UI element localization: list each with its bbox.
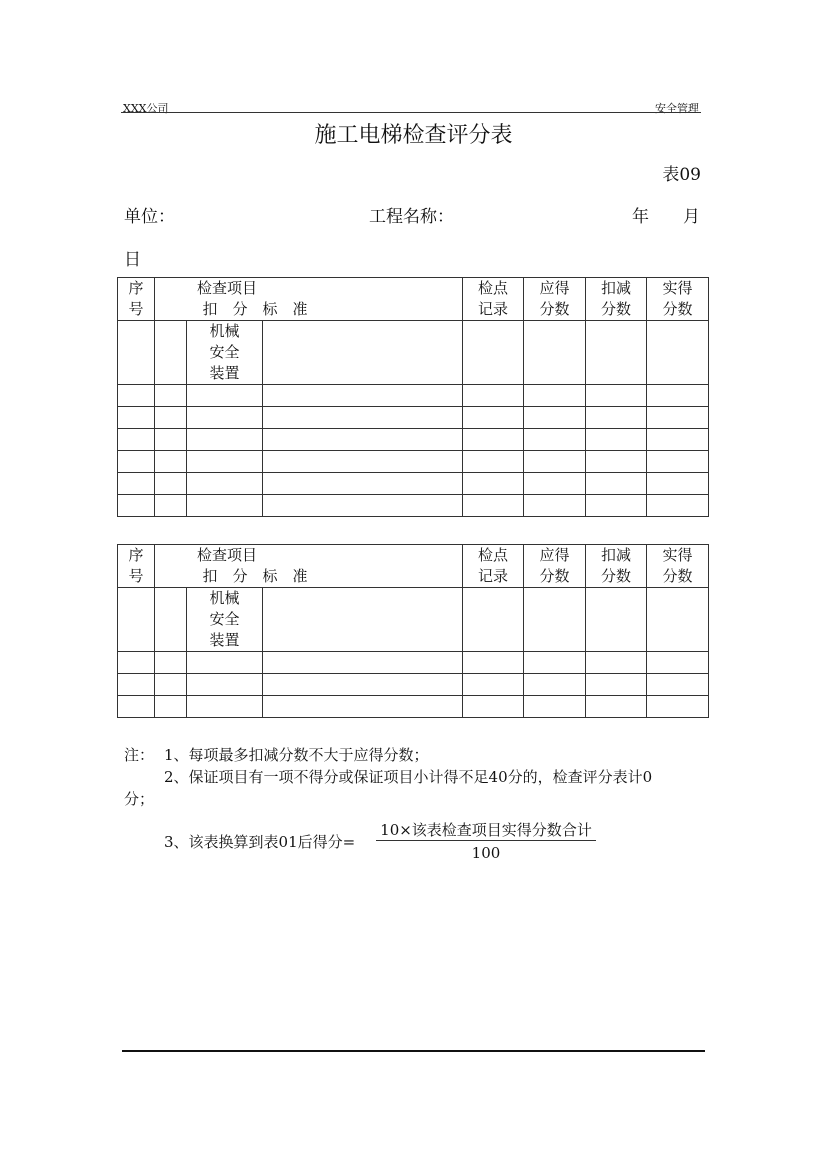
col-record: 检点 记录 (463, 278, 524, 321)
col-due: 应得 分数 (524, 545, 586, 588)
table-row (118, 495, 709, 517)
col-seq: 序 号 (118, 278, 155, 321)
mech-safety-item: 机械 安全 装置 (187, 321, 263, 385)
note-3-prefix: 3、该表换算到表01后得分= (164, 833, 356, 851)
table-header-row (118, 278, 709, 321)
note-2-continued: 分； (124, 790, 155, 808)
unit-label: 单位： (124, 207, 175, 227)
formula-denominator: 100 (471, 844, 501, 862)
year-label: 年 (632, 207, 649, 227)
table-row (118, 385, 709, 407)
col-actual: 实得 分数 (647, 545, 709, 588)
table-header-row (118, 545, 709, 588)
col-criteria: 扣 分 标 准 (202, 567, 308, 585)
notes-label: 注： (124, 746, 155, 764)
fraction-bar (376, 840, 596, 841)
table-row (118, 321, 709, 385)
mech-safety-item: 机械 安全 装置 (187, 588, 263, 652)
table-row (118, 429, 709, 451)
col-deduct: 扣减 分数 (586, 545, 647, 588)
col-item: 检查项目 (196, 279, 257, 297)
col-item-criteria (155, 278, 463, 321)
col-criteria: 扣 分 标 准 (202, 300, 308, 318)
col-item-criteria (155, 545, 463, 588)
table-row (118, 588, 709, 652)
header-company: XXX公司 (123, 102, 169, 115)
formula-numerator: 10×该表检查项目实得分数合计 (380, 821, 592, 839)
col-deduct: 扣减 分数 (586, 278, 647, 321)
day-label: 日 (124, 250, 141, 270)
table-row (118, 674, 709, 696)
table-row (118, 696, 709, 718)
col-due: 应得 分数 (524, 278, 586, 321)
project-name-label: 工程名称： (369, 207, 454, 227)
col-actual: 实得 分数 (647, 278, 709, 321)
col-record: 检点 记录 (463, 545, 524, 588)
col-item: 检查项目 (196, 546, 257, 564)
header-divider (121, 112, 701, 113)
page-title: 施工电梯检查评分表 (314, 123, 513, 148)
col-seq: 序 号 (118, 545, 155, 588)
table-row (118, 652, 709, 674)
table-number: 表09 (662, 165, 701, 185)
table-row (118, 407, 709, 429)
note-1: 1、每项最多扣减分数不大于应得分数； (164, 746, 429, 764)
month-label: 月 (683, 207, 700, 227)
score-table-2 (117, 544, 709, 718)
footer-divider (122, 1050, 705, 1052)
note-2: 2、保证项目有一项不得分或保证项目小计得不足40分的，检查评分表计0 (164, 768, 653, 786)
table-row (118, 451, 709, 473)
header-section: 安全管理 (655, 102, 699, 115)
table-row (118, 473, 709, 495)
score-table-1 (117, 277, 709, 517)
